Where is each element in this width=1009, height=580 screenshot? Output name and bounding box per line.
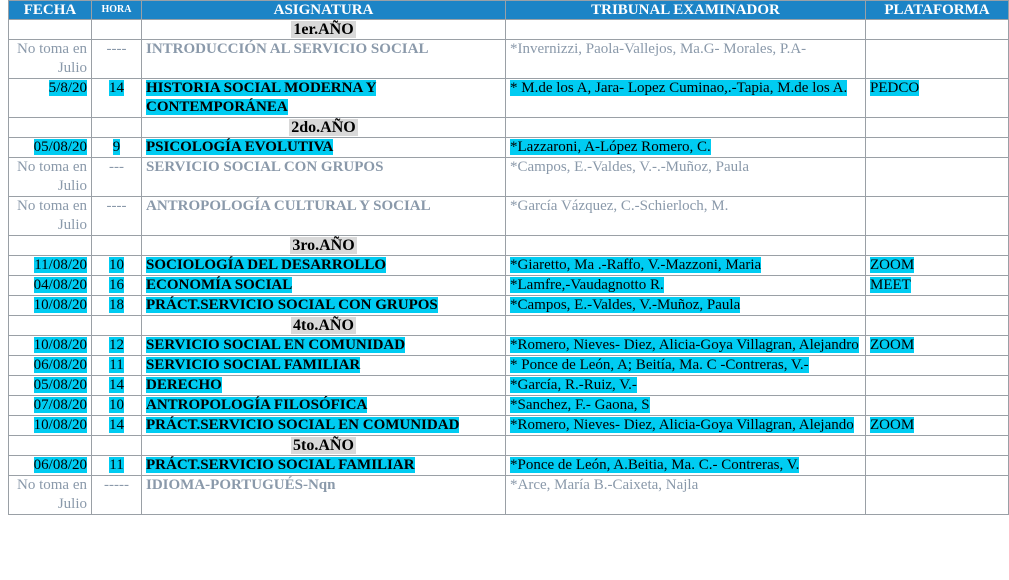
plataforma-cell (866, 456, 1009, 476)
schedule-body (9, 20, 1009, 515)
tribunal-cell (506, 336, 866, 356)
hora-cell (92, 376, 142, 396)
empty-cell (9, 20, 92, 40)
year-label: 1er.AÑO (293, 21, 354, 38)
tribunal-names: *Arce, María B.-Caixeta, Najla (510, 477, 699, 493)
hora-cell (92, 296, 142, 316)
subject-name: DERECHO (146, 377, 222, 393)
subject-name: INTRODUCCIÓN AL SERVICIO SOCIAL (146, 41, 429, 57)
header-asignatura: ASIGNATURA (142, 1, 506, 20)
tribunal-names: *García Vázquez, C.-Schierloch, M. (510, 198, 729, 214)
subject-row (9, 256, 1009, 276)
platform-name: MEET (870, 277, 911, 293)
platform-name: ZOOM (870, 337, 915, 353)
exam-hour: 11 (109, 357, 124, 373)
fecha-cell (9, 456, 92, 476)
exam-date: 10/08/20 (33, 337, 87, 353)
subject-row (9, 158, 1009, 197)
fecha-cell (9, 256, 92, 276)
tribunal-cell (506, 40, 866, 79)
plataforma-cell (866, 256, 1009, 276)
tribunal-cell (506, 296, 866, 316)
hora-cell (92, 356, 142, 376)
tribunal-names: * Ponce de León, A; Beitía, Ma. C -Contreras, V.- (510, 357, 809, 373)
tribunal-cell (506, 197, 866, 236)
tribunal-names: *Campos, E.-Valdes, V.-.-Muñoz, Paula (510, 159, 750, 175)
year-label: 4to.AÑO (293, 317, 354, 334)
empty-cell (9, 118, 92, 138)
hora-cell (92, 197, 142, 236)
header-plataforma: PLATAFORMA (866, 1, 1009, 20)
subject-name: IDIOMA-PORTUGUÉS-Nqn (146, 477, 336, 493)
platform-name: ZOOM (870, 257, 915, 273)
asignatura-cell (142, 476, 506, 515)
header-hora: HORA (92, 1, 142, 20)
exam-date: No toma en Julio (17, 198, 87, 233)
tribunal-cell (506, 79, 866, 118)
tribunal-names: *Lamfre,-Vaudagnotto R. (510, 277, 664, 293)
exam-hour: --- (109, 159, 124, 175)
hora-cell (92, 416, 142, 436)
subject-row (9, 336, 1009, 356)
exam-date: 07/08/20 (33, 397, 87, 413)
tribunal-cell (506, 376, 866, 396)
subject-name: PRÁCT.SERVICIO SOCIAL EN COMUNIDAD (146, 417, 460, 433)
subject-row (9, 476, 1009, 515)
year-label-cell (142, 436, 506, 456)
fecha-cell (9, 476, 92, 515)
exam-date: No toma en Julio (17, 41, 87, 76)
exam-date: 06/08/20 (33, 357, 87, 373)
plataforma-cell (866, 376, 1009, 396)
asignatura-cell (142, 336, 506, 356)
year-row (9, 236, 1009, 256)
year-label: 3ro.AÑO (292, 237, 355, 254)
empty-cell (866, 118, 1009, 138)
empty-cell (92, 316, 142, 336)
tribunal-names: *Lazzaroni, A-López Romero, C. (510, 139, 711, 155)
exam-hour: 18 (109, 297, 124, 313)
tribunal-names: *Romero, Nieves- Diez, Alicia-Goya Villagran, Alejandro (510, 337, 859, 353)
year-label: 5to.AÑO (293, 437, 354, 454)
exam-date: 10/08/20 (33, 417, 87, 433)
subject-name: HISTORIA SOCIAL MODERNA Y CONTEMPORÁNEA (146, 80, 377, 115)
asignatura-cell (142, 79, 506, 118)
asignatura-cell (142, 256, 506, 276)
hora-cell (92, 336, 142, 356)
year-label: 2do.AÑO (291, 119, 356, 136)
hora-cell (92, 456, 142, 476)
exam-hour: 16 (109, 277, 124, 293)
year-label-cell (142, 236, 506, 256)
tribunal-cell (506, 476, 866, 515)
empty-cell (506, 316, 866, 336)
hora-cell (92, 40, 142, 79)
subject-name: SERVICIO SOCIAL FAMILIAR (146, 357, 361, 373)
fecha-cell (9, 276, 92, 296)
tribunal-cell (506, 158, 866, 197)
year-row (9, 20, 1009, 40)
fecha-cell (9, 416, 92, 436)
subject-row (9, 416, 1009, 436)
plataforma-cell (866, 197, 1009, 236)
plataforma-cell (866, 158, 1009, 197)
exam-date: 5/8/20 (48, 80, 87, 96)
exam-hour: 14 (109, 80, 124, 96)
asignatura-cell (142, 396, 506, 416)
tribunal-cell (506, 456, 866, 476)
tribunal-cell (506, 256, 866, 276)
tribunal-names: *Campos, E.-Valdes, V.-Muñoz, Paula (510, 297, 741, 313)
plataforma-cell (866, 416, 1009, 436)
year-label-cell (142, 316, 506, 336)
asignatura-cell (142, 376, 506, 396)
subject-name: SERVICIO SOCIAL CON GRUPOS (146, 159, 384, 175)
subject-name: PSICOLOGÍA EVOLUTIVA (146, 139, 334, 155)
empty-cell (506, 118, 866, 138)
asignatura-cell (142, 138, 506, 158)
subject-name: PRÁCT.SERVICIO SOCIAL FAMILIAR (146, 457, 415, 473)
exam-date: 04/08/20 (33, 277, 87, 293)
subject-name: SOCIOLOGÍA DEL DESARROLLO (146, 257, 387, 273)
exam-hour: 11 (109, 457, 124, 473)
empty-cell (506, 436, 866, 456)
subject-row (9, 376, 1009, 396)
subject-name: SERVICIO SOCIAL EN COMUNIDAD (146, 337, 406, 353)
tribunal-names: *García, R.-Ruiz, V.- (510, 377, 637, 393)
header-tribunal: TRIBUNAL EXAMINADOR (506, 1, 866, 20)
subject-row (9, 197, 1009, 236)
exam-hour: ----- (104, 477, 129, 493)
tribunal-cell (506, 416, 866, 436)
plataforma-cell (866, 296, 1009, 316)
tribunal-names: * M.de los A, Jara- Lopez Cuminao,.-Tapia, M.de los A. (510, 80, 848, 96)
hora-cell (92, 138, 142, 158)
exam-hour: ---- (106, 41, 127, 57)
subject-row (9, 356, 1009, 376)
tribunal-names: *Romero, Nieves- Diez, Alicia-Goya Villagran, Alejando (510, 417, 854, 433)
year-row (9, 316, 1009, 336)
plataforma-cell (866, 138, 1009, 158)
hora-cell (92, 79, 142, 118)
hora-cell (92, 476, 142, 515)
plataforma-cell (866, 396, 1009, 416)
fecha-cell (9, 336, 92, 356)
asignatura-cell (142, 40, 506, 79)
empty-cell (506, 20, 866, 40)
fecha-cell (9, 376, 92, 396)
fecha-cell (9, 79, 92, 118)
tribunal-names: *Giaretto, Ma .-Raffo, V.-Mazzoni, Maria (510, 257, 762, 273)
tribunal-names: *Invernizzi, Paola-Vallejos, Ma.G- Morales, P.A- (510, 41, 807, 57)
fecha-cell (9, 296, 92, 316)
subject-row (9, 396, 1009, 416)
fecha-cell (9, 40, 92, 79)
asignatura-cell (142, 296, 506, 316)
asignatura-cell (142, 416, 506, 436)
exam-date: 11/08/20 (34, 257, 87, 273)
tribunal-cell (506, 356, 866, 376)
subject-row (9, 40, 1009, 79)
exam-hour: 14 (109, 377, 124, 393)
empty-cell (506, 236, 866, 256)
platform-name: ZOOM (870, 417, 915, 433)
asignatura-cell (142, 158, 506, 197)
plataforma-cell (866, 356, 1009, 376)
tribunal-names: *Sanchez, F.- Gaona, S (510, 397, 650, 413)
empty-cell (92, 118, 142, 138)
empty-cell (866, 20, 1009, 40)
year-row (9, 118, 1009, 138)
exam-date: 05/08/20 (33, 377, 87, 393)
fecha-cell (9, 138, 92, 158)
tribunal-cell (506, 276, 866, 296)
year-label-cell (142, 20, 506, 40)
subject-row (9, 79, 1009, 118)
hora-cell (92, 256, 142, 276)
fecha-cell (9, 158, 92, 197)
empty-cell (92, 20, 142, 40)
plataforma-cell (866, 276, 1009, 296)
tribunal-cell (506, 138, 866, 158)
fecha-cell (9, 396, 92, 416)
exam-hour: 10 (109, 397, 124, 413)
asignatura-cell (142, 276, 506, 296)
exam-schedule-table (8, 0, 1009, 515)
empty-cell (92, 436, 142, 456)
plataforma-cell (866, 336, 1009, 356)
exam-hour: 10 (109, 257, 124, 273)
header-fecha: FECHA (9, 1, 92, 20)
asignatura-cell (142, 356, 506, 376)
plataforma-cell (866, 79, 1009, 118)
exam-date: 05/08/20 (33, 139, 87, 155)
subject-name: ANTROPOLOGÍA FILOSÓFICA (146, 397, 368, 413)
empty-cell (866, 436, 1009, 456)
subject-name: PRÁCT.SERVICIO SOCIAL CON GRUPOS (146, 297, 438, 313)
empty-cell (9, 316, 92, 336)
hora-cell (92, 158, 142, 197)
empty-cell (9, 236, 92, 256)
empty-cell (92, 236, 142, 256)
exam-date: No toma en Julio (17, 159, 87, 194)
exam-date: No toma en Julio (17, 477, 87, 512)
empty-cell (866, 316, 1009, 336)
plataforma-cell (866, 40, 1009, 79)
subject-name: ANTROPOLOGÍA CULTURAL Y SOCIAL (146, 198, 431, 214)
subject-name: ECONOMÍA SOCIAL (146, 277, 293, 293)
exam-hour: ---- (106, 198, 127, 214)
hora-cell (92, 276, 142, 296)
platform-name: PEDCO (870, 80, 920, 96)
tribunal-names: *Ponce de León, A.Beitia, Ma. C.- Contreras, V. (510, 457, 800, 473)
exam-hour: 12 (109, 337, 124, 353)
asignatura-cell (142, 456, 506, 476)
hora-cell (92, 396, 142, 416)
year-row (9, 436, 1009, 456)
fecha-cell (9, 356, 92, 376)
asignatura-cell (142, 197, 506, 236)
plataforma-cell (866, 476, 1009, 515)
empty-cell (9, 436, 92, 456)
exam-date: 06/08/20 (33, 457, 87, 473)
exam-hour: 14 (109, 417, 124, 433)
fecha-cell (9, 197, 92, 236)
exam-hour: 9 (112, 139, 121, 155)
header-row (9, 1, 1009, 20)
year-label-cell (142, 118, 506, 138)
subject-row (9, 276, 1009, 296)
exam-date: 10/08/20 (33, 297, 87, 313)
empty-cell (866, 236, 1009, 256)
subject-row (9, 296, 1009, 316)
subject-row (9, 456, 1009, 476)
subject-row (9, 138, 1009, 158)
tribunal-cell (506, 396, 866, 416)
